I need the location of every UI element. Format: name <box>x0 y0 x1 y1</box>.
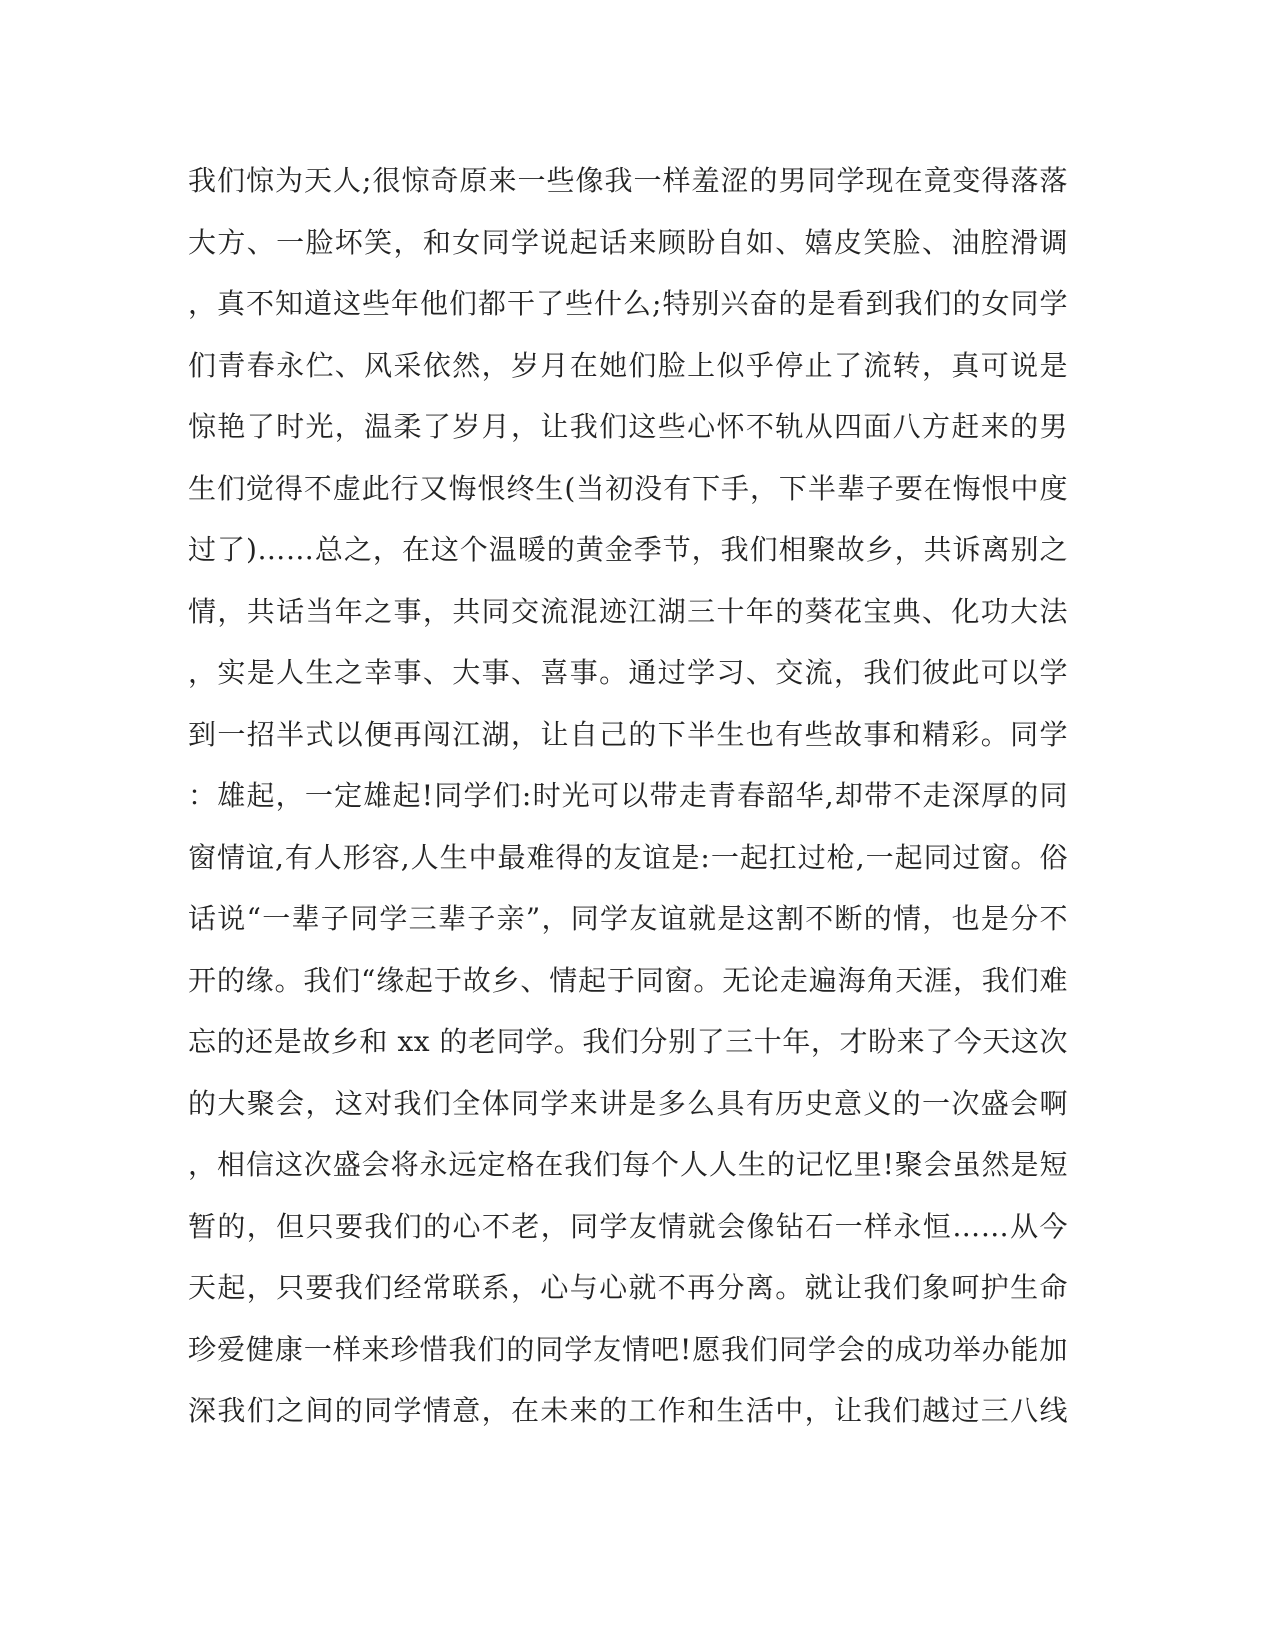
body-text <box>188 162 1068 1454</box>
text-line: 暂的，但只要我们的心不老，同学友情就会像钻石一样永恒……从今 <box>188 1209 1068 1243</box>
text-line: 窗情谊,有人形容,人生中最难得的友谊是:一起扛过枪,一起同过窗。俗 <box>188 840 1068 874</box>
text-line: ：雄起，一定雄起!同学们:时光可以带走青春韶华,却带不走深厚的同 <box>188 779 1068 812</box>
text-line: 的大聚会，这对我们全体同学来讲是多么具有历史意义的一次盛会啊 <box>188 1086 1068 1120</box>
text-line: 生们觉得不虚此行又悔恨终生(当初没有下手，下半辈子要在悔恨中度 <box>188 471 1068 505</box>
text-line: 忘的还是故乡和 xx 的老同学。我们分别了三十年，才盼来了今天这次 <box>188 1025 1068 1058</box>
text-line: 开的缘。我们“缘起于故乡、情起于同窗。无论走遍海角天涯，我们难 <box>188 963 1068 997</box>
text-line: ，真不知道这些年他们都干了些什么;特别兴奋的是看到我们的女同学 <box>188 287 1068 320</box>
text-line: 情，共话当年之事，共同交流混迹江湖三十年的葵花宝典、化功大法 <box>188 594 1068 628</box>
text-line: 到一招半式以便再闯江湖，让自己的下半生也有些故事和精彩。同学 <box>188 717 1068 751</box>
text-line: 惊艳了时光，温柔了岁月，让我们这些心怀不轨从四面八方赶来的男 <box>188 410 1068 443</box>
text-line: 大方、一脸坏笑，和女同学说起话来顾盼自如、嬉皮笑脸、油腔滑调 <box>188 225 1068 259</box>
text-line: 话说“一辈子同学三辈子亲”，同学友谊就是这割不断的情，也是分不 <box>188 902 1068 935</box>
text-line: 们青春永伫、风采依然，岁月在她们脸上似乎停止了流转，真可说是 <box>188 348 1068 382</box>
text-line: ，相信这次盛会将永远定格在我们每个人人生的记忆里!聚会虽然是短 <box>188 1148 1068 1181</box>
text-line: 深我们之间的同学情意，在未来的工作和生活中，让我们越过三八线 <box>188 1394 1068 1427</box>
text-line: 珍爱健康一样来珍惜我们的同学友情吧!愿我们同学会的成功举办能加 <box>188 1332 1068 1366</box>
text-line: 过了)……总之，在这个温暖的黄金季节，我们相聚故乡，共诉离别之 <box>188 533 1068 566</box>
text-line: ，实是人生之幸事、大事、喜事。通过学习、交流，我们彼此可以学 <box>188 656 1068 689</box>
text-line: 我们惊为天人;很惊奇原来一些像我一样羞涩的男同学现在竟变得落落 <box>188 164 1068 197</box>
text-line: 天起，只要我们经常联系，心与心就不再分离。就让我们象呵护生命 <box>188 1271 1068 1304</box>
